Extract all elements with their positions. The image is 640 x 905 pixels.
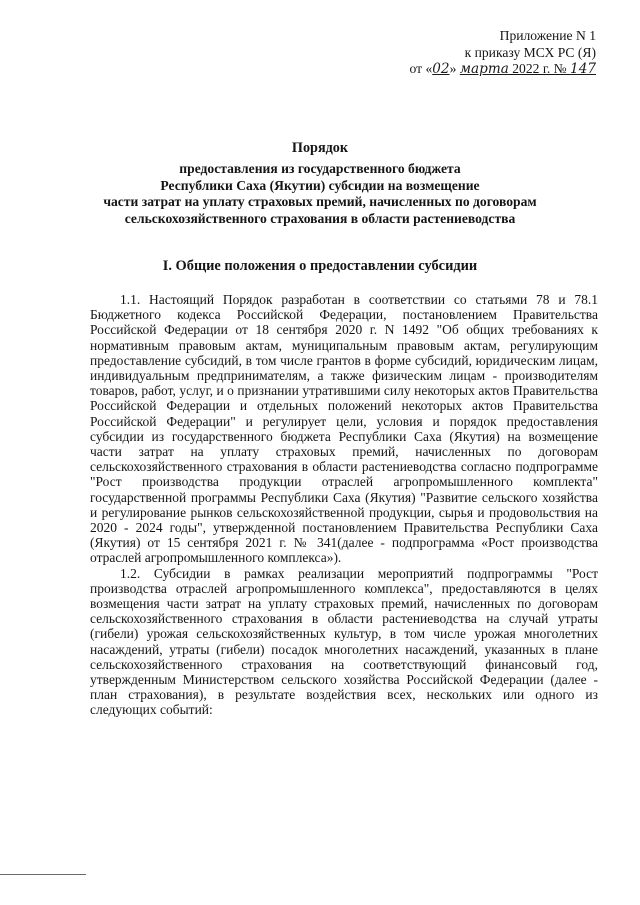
paragraph-1-2: 1.2. Субсидии в рамках реализации мероприятий подпрограммы "Рост производства отраслей агропромышленного комплекса", предоставляются в целях возмещения части затрат на уплату страховых премий, начисленных по договорам сельскохозяйственного страхования в области растениеводства на случай утраты (гибели) урожая сельскохозяйственных культур, в том числе урожая многолетних насаждений, утраты (гибели) посадок многолетних насаждений, указанных в плане сельскохозяйственного страхования на соответствующий финансовый год, утвержденным Министерством сельского хозяйства Российской Федерации (далее - план страхования), в результате воздействия всех, нескольких или одного из следующих событий: [90, 565, 598, 718]
handwritten-order-number: 147 [570, 61, 596, 77]
document-title [64, 140, 576, 227]
body-text [90, 292, 598, 718]
title-line-3: части затрат на уплату страховых премий, начисленных по договорам [103, 194, 537, 210]
footer-rule [0, 874, 86, 875]
title-main: Порядок [291, 140, 349, 156]
title-line-2: Республики Саха (Якутии) субсидии на возмещение [160, 177, 480, 193]
section-heading: I. Общие положения о предоставлении субсидии [162, 258, 478, 274]
appendix-header [409, 28, 596, 78]
paragraph-1-1: 1.1. Настоящий Порядок разработан в соответствии со статьями 78 и 78.1 Бюджетного кодекса Российской Федерации, постановлением Правительства Российской Федерации от 18 сентября 2020 г. N 1492 "Об общих требованиях к нормативным правовым актам, муниципальным правовым актам, регулирующим предоставление субсидий, в том числе грантов в форме субсидий, юридическим лицам, индивидуальным предпринимателям, а также физическим лицам - производителям товаров, работ, услуг, и о признании утратившими силу некоторых актов Правительства Российской Федерации и отдельных положений некоторых актов Правительства Российской Федерации" и регулирует цели, условия и порядок предоставления субсидии из государственного бюджета Республики Саха (Якутия) на возмещение части затрат на уплату страховых премий, начисленных по договорам сельскохозяйственного страхования в области растениеводства согласно подпрограмме "Рост производства продукции отраслей агропромышленного комплекта" государственной программы Республики Саха (Якутия) "Развитие сельского хозяйства и регулирование рынков сельскохозяйственной продукции, сырья и продовольствия на 2020 - 2024 годы", утвержденной постановлением Правительства Республики Саха (Якутия) от 15 сентября 2021 г. № 341(далее - подпрограмма «Рост производства отраслей агропромышленного комплекса»). [90, 292, 598, 566]
handwritten-day: 02 [432, 61, 450, 77]
date-year: 2022 г. № [508, 61, 571, 76]
handwritten-month: марта [459, 61, 509, 77]
date-prefix: от « [409, 61, 433, 76]
title-line-1: предоставления из государственного бюджета [179, 161, 461, 177]
title-line-4: сельскохозяйственного страхования в области растениеводства [124, 210, 516, 226]
appendix-number: Приложение N 1 [499, 28, 596, 43]
order-date-line [409, 61, 596, 78]
order-reference: к приказу МСХ РС (Я) [464, 44, 596, 60]
date-separator: » [449, 61, 460, 76]
